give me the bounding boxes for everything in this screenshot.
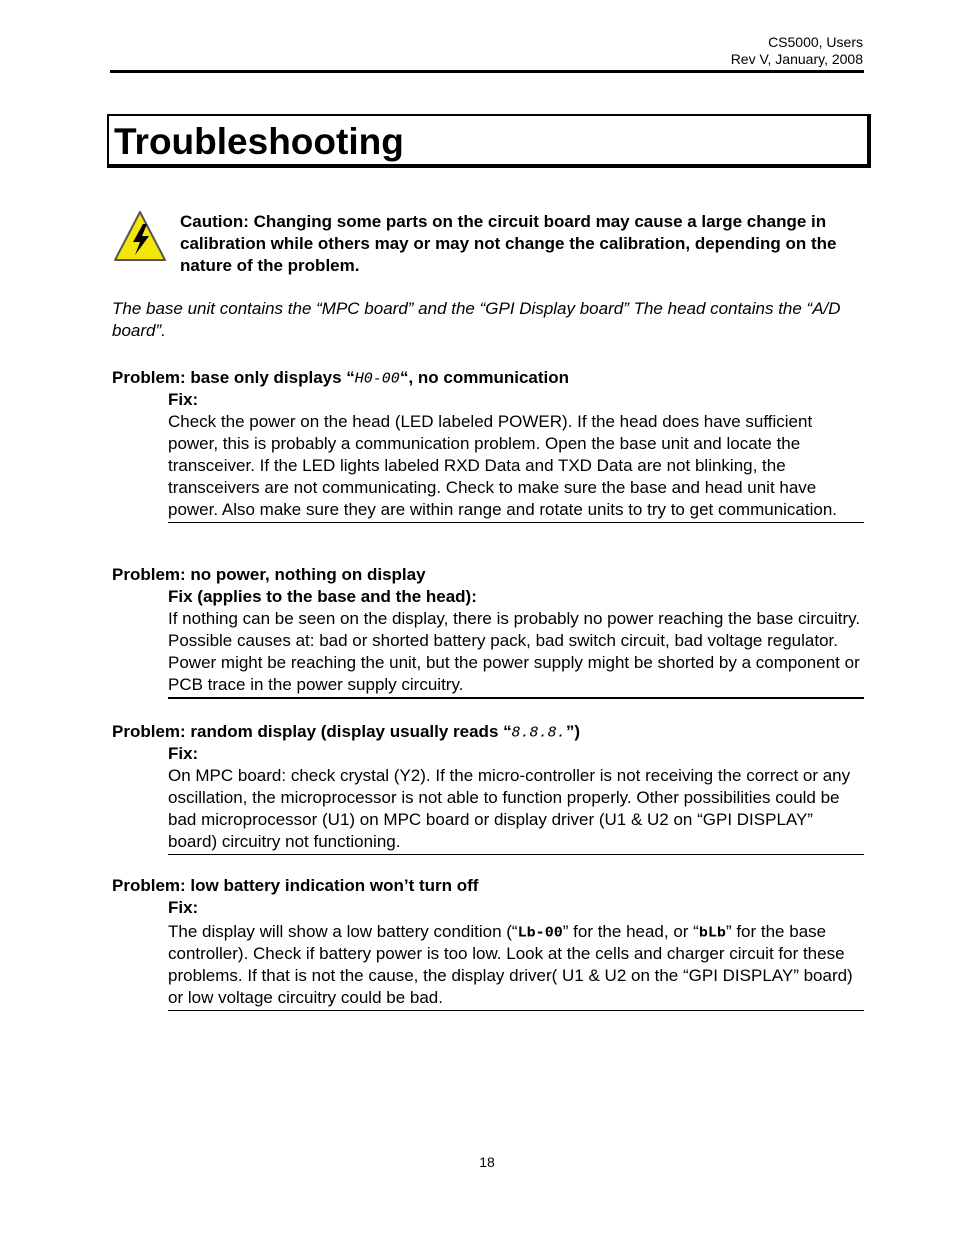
fix-text: Check the power on the head (LED labeled POWER). If the head does have sufficient power, this is probably a communication problem. Open the base unit and locate the transceiver. If the LED lights labeled RXD Data and TXD Data are not blinking, the transceivers are not communicating. Check to make sure the base and head unit have power. Also make sure they are within range and rotate units to try to get communication. <box>168 412 838 519</box>
problem-title: Problem: no power, nothing on display <box>112 565 426 584</box>
fix-block <box>168 586 864 699</box>
problem-title <box>112 721 864 743</box>
display-code: 8.8.8. <box>511 723 566 741</box>
fix-text: On MPC board: check crystal (Y2). If the micro-controller is not receiving the correct or any oscillation, the microprocessor is not able to function properly. Other possibilities could be bad microprocessor (U1) on MPC board or display driver (U1 & U2 on “GPI DISPLAY” board) circuitry not functioning. <box>168 766 851 851</box>
header-document-name: CS5000, Users <box>768 34 863 50</box>
fix-label: Fix (applies to the base and the head): <box>168 587 477 606</box>
fix-block <box>168 743 864 855</box>
problem-section <box>112 875 864 1011</box>
display-code: bLb <box>698 923 726 941</box>
problem-section <box>112 721 864 855</box>
fix-text: If nothing can be seen on the display, there is probably no power reaching the base circuitry. Possible causes at: bad or shorted battery pack, bad switch circuit, bad voltage regulator. Power might be reaching the unit, but the power supply might be shorted by a component or PCB trace in the power supply circuitry. <box>168 609 861 694</box>
problem-title-text: ”) <box>565 722 580 741</box>
fix-label: Fix: <box>168 390 199 409</box>
section-title: Troubleshooting <box>114 121 404 162</box>
fix-text-part: ” for the base controller). Check if battery power is too low. Look at the cells and charger circuit for these problems. If that is not the cause, the display driver( U1 & U2 on the “GPI DISPLAY” board) or low voltage circuitry could be bad. <box>168 922 853 1007</box>
display-code: H0-00 <box>354 369 400 387</box>
problem-title: Problem: low battery indication won’t turn off <box>112 876 479 895</box>
fix-block <box>168 897 864 1011</box>
caution-note: Caution: Changing some parts on the circuit board may cause a large change in calibration while others may or may not change the calibration, depending on the nature of the problem. <box>180 212 837 275</box>
section-title-box <box>107 114 871 168</box>
fix-block <box>168 389 864 523</box>
fix-label: Fix: <box>168 744 199 763</box>
intro-paragraph: The base unit contains the “MPC board” and the “GPI Display board” The head contains the “A/D board”. <box>112 299 841 340</box>
problem-section <box>112 367 864 523</box>
fix-label: Fix: <box>168 898 199 917</box>
problem-title-text: Problem: random display (display usually reads “ <box>112 722 512 741</box>
page-header <box>731 34 863 68</box>
fix-text-part: The display will show a low battery condition (“ <box>168 922 518 941</box>
problem-title-text: “, no communication <box>399 368 570 387</box>
problem-title <box>112 367 864 389</box>
problem-title-text: Problem: base only displays “ <box>112 368 355 387</box>
fix-text <box>168 921 864 1009</box>
display-code: Lb-00 <box>517 923 563 941</box>
header-revision: Rev V, January, 2008 <box>730 51 863 67</box>
header-rule <box>110 70 864 73</box>
problem-section <box>112 564 864 699</box>
page-number: 18 <box>479 1154 495 1170</box>
high-voltage-warning-icon <box>113 210 167 262</box>
fix-text-part: ” for the head, or “ <box>562 922 699 941</box>
